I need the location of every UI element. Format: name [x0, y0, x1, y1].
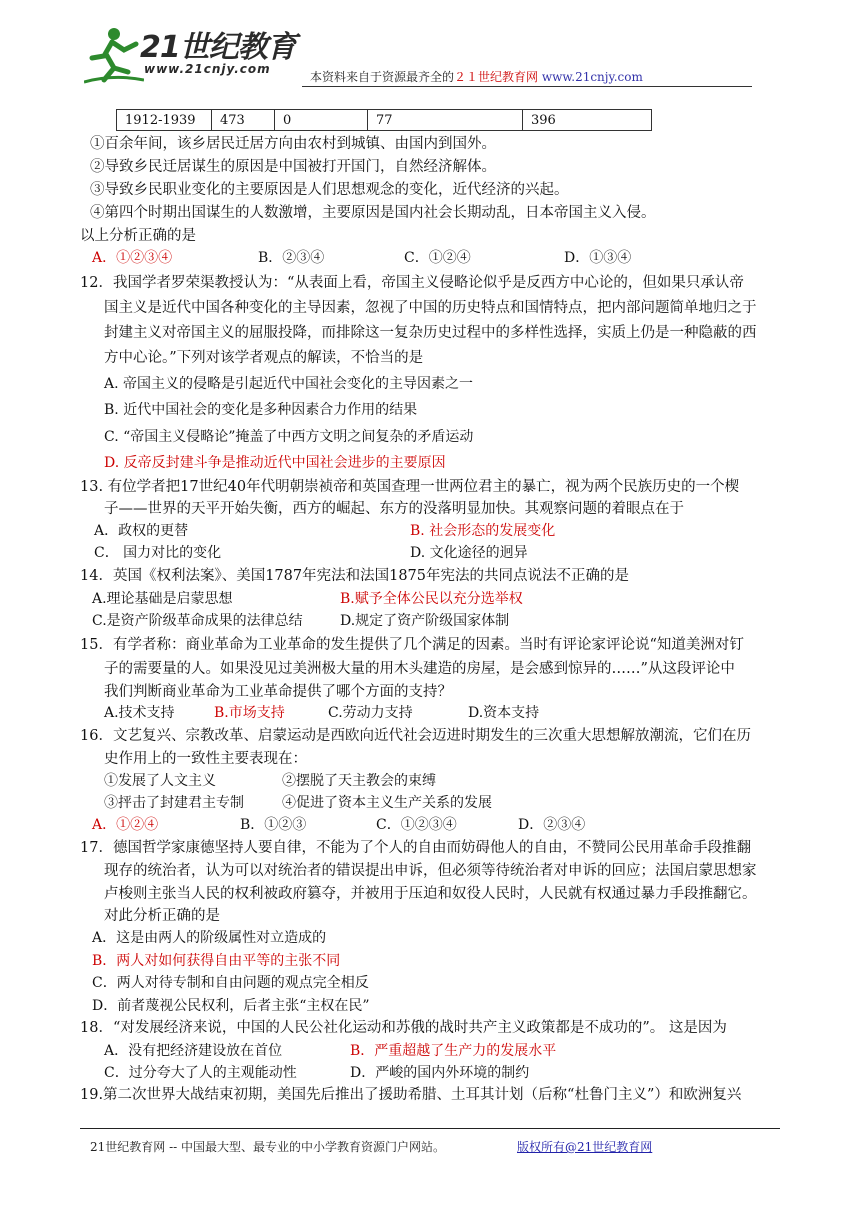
- q12-option-c: C. “帝国主义侵略论”掩盖了中西方文明之间复杂的矛盾运动: [104, 429, 474, 445]
- table-cell: 1912-1939: [117, 110, 212, 131]
- q16-item-4: ④促进了资本主义生产关系的发展: [282, 795, 492, 811]
- q13-option-d: D. 文化途径的迥异: [410, 545, 528, 561]
- q12-option-a: A. 帝国主义的侵略是引起近代中国社会变化的主导因素之一: [104, 376, 474, 392]
- q15-line-1: 15．有学者称：商业革命为工业革命的发生提供了几个满足的因素。当时有评论家评论说“知道美洲对钉: [80, 637, 744, 653]
- q13-option-b: B. 社会形态的发展变化: [410, 523, 556, 539]
- q11-option-d: D．①③④: [564, 250, 632, 266]
- q18-option-a: A．没有把经济建设放在首位: [104, 1043, 283, 1059]
- footer-text: 21世纪教育网 -- 中国最大型、最专业的中小学教育资源门户网站。: [90, 1140, 446, 1154]
- q14-option-a: A.理论基础是启蒙思想: [92, 591, 233, 607]
- q12-option-b: B. 近代中国社会的变化是多种因素合力作用的结果: [104, 402, 418, 418]
- q16-item-2: ②摆脱了天主教会的束缚: [282, 773, 436, 789]
- q17-line-4: 对此分析正确的是: [104, 908, 220, 924]
- q13-option-a: A．政权的更替: [94, 523, 189, 539]
- q13-option-c: C． 国力对比的变化: [94, 545, 222, 561]
- migration-table: [116, 109, 652, 131]
- table-cell: 77: [368, 110, 523, 131]
- q14-option-d: D.规定了资产阶级国家体制: [340, 613, 510, 629]
- q12-line-1: 12．我国学者罗荣渠教授认为：“从表面上看，帝国主义侵略论似乎是反西方中心论的，但如果只承认帝: [80, 275, 744, 291]
- page-header: [70, 18, 780, 86]
- q18-option-b: B．严重超越了生产力的发展水平: [350, 1043, 557, 1059]
- header-source-text: [310, 68, 643, 85]
- table-cell: 396: [523, 110, 652, 131]
- q12-line-4: 方中心论。”下列对该学者观点的解读，不恰当的是: [104, 350, 424, 366]
- q12-option-d: D. 反帝反封建斗争是推动近代中国社会进步的主要原因: [104, 455, 446, 471]
- q15-line-3: 我们判断商业革命为工业革命提供了哪个方面的支持？: [104, 684, 452, 700]
- q11-option-b: B．②③④: [258, 250, 325, 266]
- q13-line-2: 子——世界的天平开始失衡，西方的崛起、东方的没落明显加快。其观察问题的着眼点在于: [104, 501, 684, 517]
- source-prefix: 本资料来自于资源最齐全的: [310, 70, 455, 84]
- q16-option-d: D．②③④: [518, 817, 586, 833]
- q16-line-2: 史作用上的一致性主要表现在：: [104, 751, 307, 767]
- q17-option-b: B．两人对如何获得自由平等的主张不同: [92, 953, 341, 969]
- q11-item-4: ④第四个时期出国谋生的人数激增，主要原因是国内社会长期动乱，日本帝国主义入侵。: [90, 205, 656, 221]
- q15-option-d: D.资本支持: [468, 705, 540, 721]
- q17-option-c: C．两人对待专制和自由问题的观点完全相反: [92, 975, 369, 991]
- q16-item-1: ①发展了人文主义: [104, 773, 216, 789]
- copyright-link[interactable]: 版权所有@21世纪教育网: [517, 1140, 653, 1154]
- logo-url: www.21cnjy.com: [144, 62, 271, 76]
- q18-stem: 18．“对发展经济来说，中国的人民公社化运动和苏俄的战时共产主义政策都是不成功的”。 这是因为: [80, 1020, 727, 1036]
- q18-option-d: D．严峻的国内外环境的制约: [350, 1065, 530, 1081]
- q11-item-1: ①百余年间，该乡居民迁居方向由农村到城镇、由国内到国外。: [90, 136, 496, 152]
- header-divider: [302, 86, 752, 87]
- q17-option-a: A．这是由两人的阶级属性对立造成的: [92, 930, 327, 946]
- q16-item-3: ③抨击了封建君主专制: [104, 795, 244, 811]
- q14-option-b: B.赋予全体公民以充分选举权: [340, 591, 523, 607]
- q17-line-3: 卢梭则主张当人民的权利被政府篡夺，并被用于压迫和奴役人民时，人民就有权通过暴力手段推翻它。: [104, 886, 757, 902]
- source-site[interactable]: ２１世纪教育网: [454, 70, 539, 84]
- q15-option-b: B.市场支持: [214, 705, 285, 721]
- q18-option-c: C．过分夸大了人的主观能动性: [104, 1065, 297, 1081]
- q12-line-3: 封建主义对帝国主义的屈服投降，而排除这一复杂历史过程中的多样性选择，实质上仍是一种隐蔽的西: [104, 325, 757, 341]
- q15-line-2: 子的需要量的人。如果没见过美洲极大量的用木头建造的房屋，是会感到惊异的……”从这段评论中: [104, 661, 735, 677]
- footer-divider: [80, 1128, 780, 1129]
- q11-option-a: A．①②③④: [92, 250, 173, 266]
- q13-line-1: 13. 有位学者把17世纪40年代明朝崇祯帝和英国查理一世两位君主的暴亡，视为两个民族历史的一个楔: [80, 479, 740, 495]
- q16-line-1: 16．文艺复兴、宗教改革、启蒙运动是西欧向近代社会迈进时期发生的三次重大思想解放潮流，它们在历: [80, 728, 751, 744]
- runner-logo-icon: [84, 22, 144, 84]
- q11-item-2: ②导致乡民迁居谋生的原因是中国被打开国门，自然经济解体。: [90, 159, 496, 175]
- logo-text: 21世纪教育: [140, 30, 296, 65]
- q16-option-b: B．①②③: [240, 817, 307, 833]
- q12-line-2: 国主义是近代中国各种变化的主导因素，忽视了中国的历史特点和国情特点，把内部问题简单地归之于: [104, 300, 757, 316]
- q11-stem: 以上分析正确的是: [80, 228, 196, 244]
- q15-option-a: A.技术支持: [104, 705, 175, 721]
- q19-stem: 19.第二次世界大战结束初期，美国先后推出了援助希腊、土耳其计划（后称“杜鲁门主义”）和欧洲复兴: [80, 1087, 742, 1103]
- table-row: [117, 110, 652, 131]
- q17-line-1: 17．德国哲学家康德坚持人要自律，不能为了个人的自由而妨碍他人的自由，不赞同公民用革命手段推翻: [80, 840, 751, 856]
- q14-option-c: C.是资产阶级革命成果的法律总结: [92, 613, 303, 629]
- q16-option-c: C．①②③④: [376, 817, 457, 833]
- q15-option-c: C.劳动力支持: [328, 705, 413, 721]
- q17-line-2: 现存的统治者，认为可以对统治者的错误提出申诉，但必须等待统治者对申诉的回应；法国启蒙思想家: [104, 863, 757, 879]
- source-url[interactable]: www.21cnjy.com: [541, 70, 643, 84]
- q11-option-c: C．①②④: [404, 250, 471, 266]
- q16-option-a: A．①②④: [92, 817, 159, 833]
- q17-option-d: D．前者蔑视公民权利，后者主张“主权在民”: [92, 998, 370, 1014]
- q14-stem: 14．英国《权利法案》、美国1787年宪法和法国1875年宪法的共同点说法不正确的是: [80, 568, 630, 584]
- table-cell: 0: [275, 110, 368, 131]
- table-cell: 473: [212, 110, 275, 131]
- q11-item-3: ③导致乡民职业变化的主要原因是人们思想观念的变化，近代经济的兴起。: [90, 182, 569, 198]
- site-logo: [84, 22, 314, 84]
